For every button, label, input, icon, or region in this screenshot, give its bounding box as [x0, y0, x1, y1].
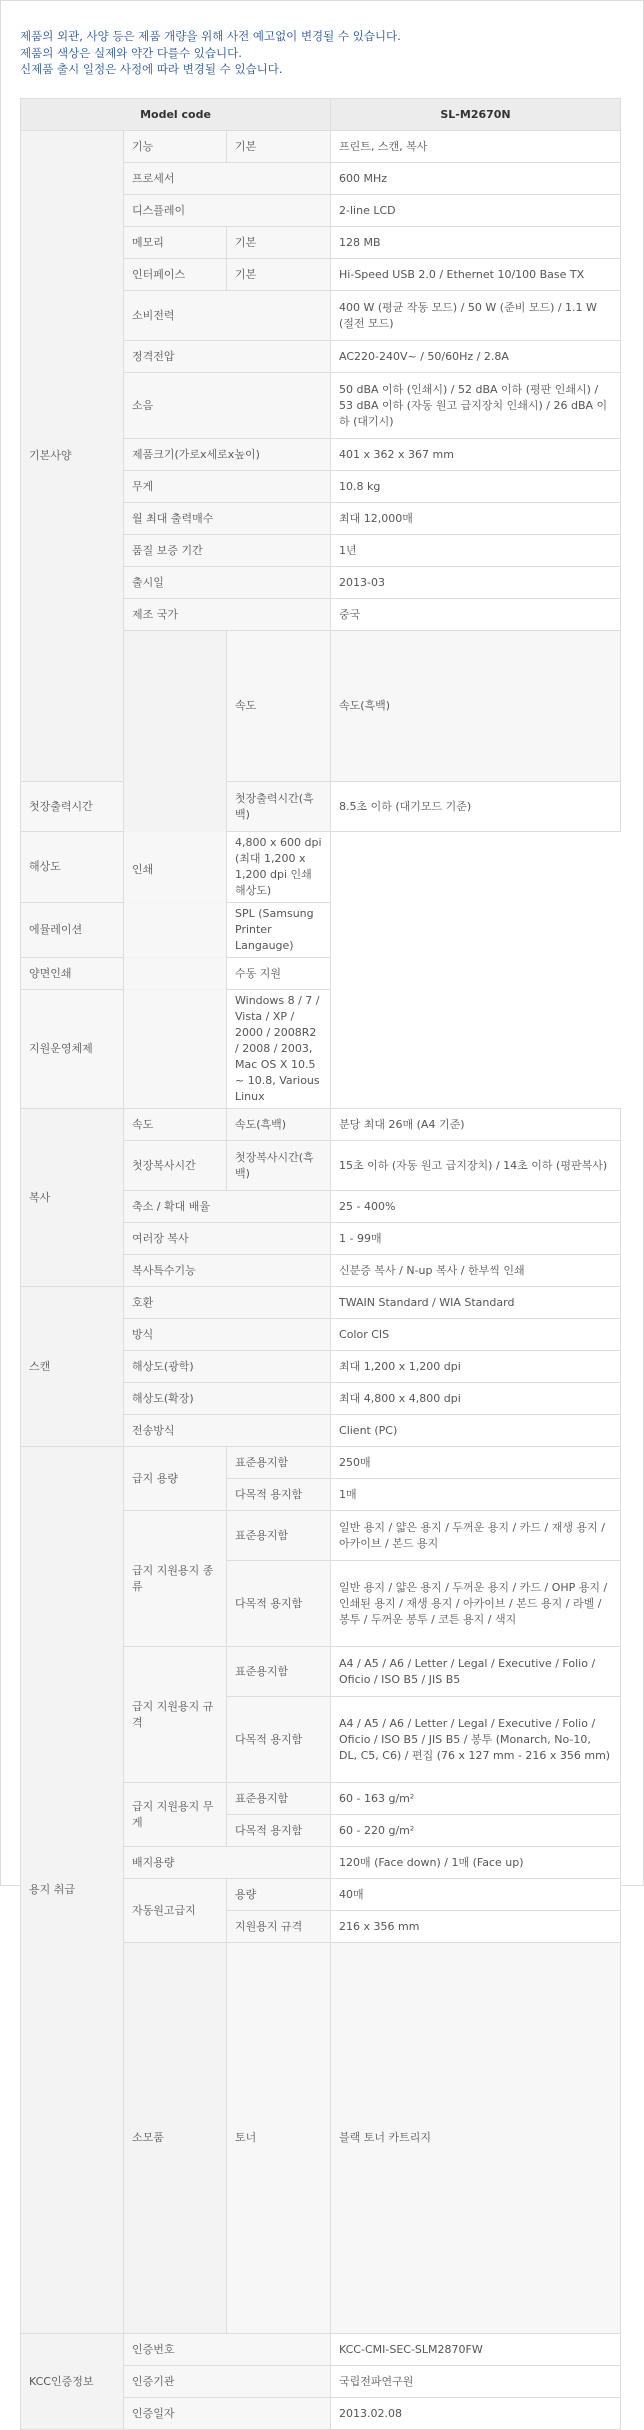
header-label: Model code: [21, 99, 331, 131]
row-label: 여러장 복사: [124, 1223, 331, 1255]
row-value: Hi-Speed USB 2.0 / Ethernet 10/100 Base TX: [331, 259, 621, 291]
row-value: Windows 8 / 7 / Vista / XP / 2000 / 2008R2 / 2008 / 2003, Mac OS X 10.5 ~ 10.8, Various Linux: [227, 990, 331, 1109]
group-copy: 복사: [21, 1109, 124, 1287]
row-value: 40매: [331, 1879, 621, 1911]
row-value: Client (PC): [331, 1415, 621, 1447]
group-kcc: KCC인증정보: [21, 2334, 124, 2430]
row-label: 속도: [124, 1109, 227, 1141]
row-sublabel: 지원용지 규격: [227, 1911, 331, 1943]
row-value: 프린트, 스캔, 복사: [331, 131, 621, 163]
row-label: 급지 지원용지 무게: [124, 1783, 227, 1847]
notice-line: 신제품 출시 일정은 사정에 따라 변경될 수 있습니다.: [20, 62, 283, 76]
row-value: 최대 4,800 x 4,800 dpi: [331, 1383, 621, 1415]
notice-line: 제품의 색상은 실제와 약간 다를수 있습니다.: [20, 45, 242, 60]
row-label: 인증번호: [124, 2334, 331, 2366]
row-label: 디스플레이: [124, 195, 331, 227]
row-label: 프로세서: [124, 163, 331, 195]
row-label: 해상도(확장): [124, 1383, 331, 1415]
row-label: 양면인쇄: [21, 958, 227, 990]
row-value: 216 x 356 mm: [331, 1911, 621, 1943]
row-value: KCC-CMI-SEC-SLM2870FW: [331, 2334, 621, 2366]
row-label: 첫장복사시간: [124, 1141, 227, 1191]
row-label: 제조 국가: [124, 599, 331, 631]
row-sublabel: 표준용지함: [227, 1783, 331, 1815]
row-value: 2013-03: [331, 567, 621, 599]
row-value: 최대 12,000매: [331, 503, 621, 535]
row-label: 인증일자: [124, 2398, 331, 2430]
row-label: 급지 용량: [124, 1447, 227, 1511]
row-label: 토너: [227, 1943, 331, 2334]
row-label: 축소 / 확대 배율: [124, 1191, 331, 1223]
row-value: A4 / A5 / A6 / Letter / Legal / Executive / Folio / Oficio / ISO B5 / JIS B5: [331, 1647, 621, 1697]
row-value: 일반 용지 / 얇은 용지 / 두꺼운 용지 / 카드 / 재생 용지 / 아카이브 / 본드 용지: [331, 1511, 621, 1561]
notice-line: 제품의 외관, 사양 등은 제품 개량을 위해 사전 예고없이 변경될 수 있습니다.: [20, 29, 401, 43]
row-label: 배지용량: [124, 1847, 331, 1879]
table-row: [21, 2334, 621, 2366]
row-label: 속도: [227, 631, 331, 782]
group-paper: 용지 취급: [21, 1447, 124, 2334]
row-label: 소비전력: [124, 291, 331, 341]
row-label: 급지 지원용지 규격: [124, 1647, 227, 1783]
row-sublabel: 기본: [227, 131, 331, 163]
row-label: 인증기관: [124, 2366, 331, 2398]
row-sublabel: 다목적 용지함: [227, 1561, 331, 1647]
row-label: 지원운영체제: [21, 990, 227, 1109]
row-value: 600 MHz: [331, 163, 621, 195]
row-sublabel: 기본: [227, 259, 331, 291]
group-supplies: 소모품: [124, 1943, 227, 2334]
row-sublabel: 표준용지함: [227, 1511, 331, 1561]
row-value: 401 x 362 x 367 mm: [331, 439, 621, 471]
row-value: 15초 이하 (자동 원고 급지장치) / 14초 이하 (평판복사): [331, 1141, 621, 1191]
row-value: 1년: [331, 535, 621, 567]
row-value: 신분증 복사 / N-up 복사 / 한부씩 인쇄: [331, 1255, 621, 1287]
row-value: AC220-240V~ / 50/60Hz / 2.8A: [331, 341, 621, 373]
row-value: 8.5초 이하 (대기모드 기준): [331, 782, 621, 832]
row-label: 복사특수기능: [124, 1255, 331, 1287]
row-value: Color CIS: [331, 1319, 621, 1351]
row-label: 첫장출력시간: [21, 782, 124, 832]
row-sublabel: 다목적 용지함: [227, 1697, 331, 1783]
table-row: [21, 1287, 621, 1319]
table-row: [21, 903, 621, 958]
row-value: 중국: [331, 599, 621, 631]
row-value: 분당 최대 26매 (A4 기준): [331, 1109, 621, 1141]
table-header-row: [21, 99, 621, 131]
row-label: 호환: [124, 1287, 331, 1319]
table-row: [21, 958, 621, 990]
row-sublabel: 다목적 용지함: [227, 1815, 331, 1847]
row-value: 일반 용지 / 얇은 용지 / 두꺼운 용지 / 카드 / OHP 용지 / 인쇄된 용지 / 재생 용지 / 아카이브 / 본드 용지 / 라벨 / 봉투 / 두꺼운 봉투 / 코튼 용지 / 색지: [331, 1561, 621, 1647]
group-print: 인쇄: [124, 631, 227, 1109]
row-value: 1매: [331, 1479, 621, 1511]
row-sublabel: 표준용지함: [227, 1647, 331, 1697]
row-value: 60 - 163 g/m²: [331, 1783, 621, 1815]
row-label: 출시일: [124, 567, 331, 599]
row-label: 정격전압: [124, 341, 331, 373]
row-label: 해상도: [21, 832, 227, 903]
row-value: SPL (Samsung Printer Langauge): [227, 903, 331, 958]
row-label: 전송방식: [124, 1415, 331, 1447]
row-sublabel: 기본: [227, 227, 331, 259]
table-row: [21, 832, 621, 903]
row-label: 에뮬레이션: [21, 903, 227, 958]
row-value: 2-line LCD: [331, 195, 621, 227]
row-sublabel: 표준용지함: [227, 1447, 331, 1479]
row-label: 자동원고급지: [124, 1879, 227, 1943]
row-label: 메모리: [124, 227, 227, 259]
row-value: 4,800 x 600 dpi (최대 1,200 x 1,200 dpi 인쇄 해상도): [227, 832, 331, 903]
row-sublabel: 속도(흑백): [331, 631, 621, 782]
row-value: 128 MB: [331, 227, 621, 259]
row-value: 400 W (평균 작동 모드) / 50 W (준비 모드) / 1.1 W (절전 모드): [331, 291, 621, 341]
row-label: 해상도(광학): [124, 1351, 331, 1383]
row-value: 2013.02.08: [331, 2398, 621, 2430]
row-label: 인터페이스: [124, 259, 227, 291]
row-value: 국립전파연구원: [331, 2366, 621, 2398]
row-sublabel: 다목적 용지함: [227, 1479, 331, 1511]
row-label: 소음: [124, 373, 331, 439]
row-label: 방식: [124, 1319, 331, 1351]
notice-block: [20, 28, 401, 78]
row-value: 25 - 400%: [331, 1191, 621, 1223]
row-value: TWAIN Standard / WIA Standard: [331, 1287, 621, 1319]
row-value: 10.8 kg: [331, 471, 621, 503]
row-label: 월 최대 출력매수: [124, 503, 331, 535]
row-value: 50 dBA 이하 (인쇄시) / 52 dBA 이하 (평판 인쇄시) / 53 dBA 이하 (자동 원고 급지장치 인쇄시) / 26 dBA 이하 (대기시): [331, 373, 621, 439]
group-basic: 기본사양: [21, 131, 124, 782]
row-sublabel: 속도(흑백): [227, 1109, 331, 1141]
header-model: SL-M2670N: [331, 99, 621, 131]
table-row: [21, 782, 621, 832]
row-value: 최대 1,200 x 1,200 dpi: [331, 1351, 621, 1383]
table-row: [21, 1109, 621, 1141]
row-value: 수동 지원: [227, 958, 331, 990]
row-label: 급지 지원용지 종류: [124, 1511, 227, 1647]
table-row: [21, 131, 621, 163]
row-label: 제품크기(가로x세로x높이): [124, 439, 331, 471]
row-sublabel: 첫장복사시간(흑백): [227, 1141, 331, 1191]
row-sublabel: 블랙 토너 카트리지: [331, 1943, 621, 2334]
row-sublabel: 첫장출력시간(흑백): [227, 782, 331, 832]
row-label: 품질 보증 기간: [124, 535, 331, 567]
table-row: [21, 1447, 621, 1479]
row-label: 기능: [124, 131, 227, 163]
row-value: 1 - 99매: [331, 1223, 621, 1255]
row-label: 무게: [124, 471, 331, 503]
group-scan: 스캔: [21, 1287, 124, 1447]
spec-table: [20, 98, 621, 2430]
row-value: 60 - 220 g/m²: [331, 1815, 621, 1847]
table-row: [21, 990, 621, 1109]
row-sublabel: 용량: [227, 1879, 331, 1911]
row-value: A4 / A5 / A6 / Letter / Legal / Executive / Folio / Oficio / ISO B5 / JIS B5 / 봉투 (Monarch, No-10, DL, C5, C6) / 편집 (76 x 127 mm - 216 x 356 mm): [331, 1697, 621, 1783]
row-value: 250매: [331, 1447, 621, 1479]
row-value: 120매 (Face down) / 1매 (Face up): [331, 1847, 621, 1879]
